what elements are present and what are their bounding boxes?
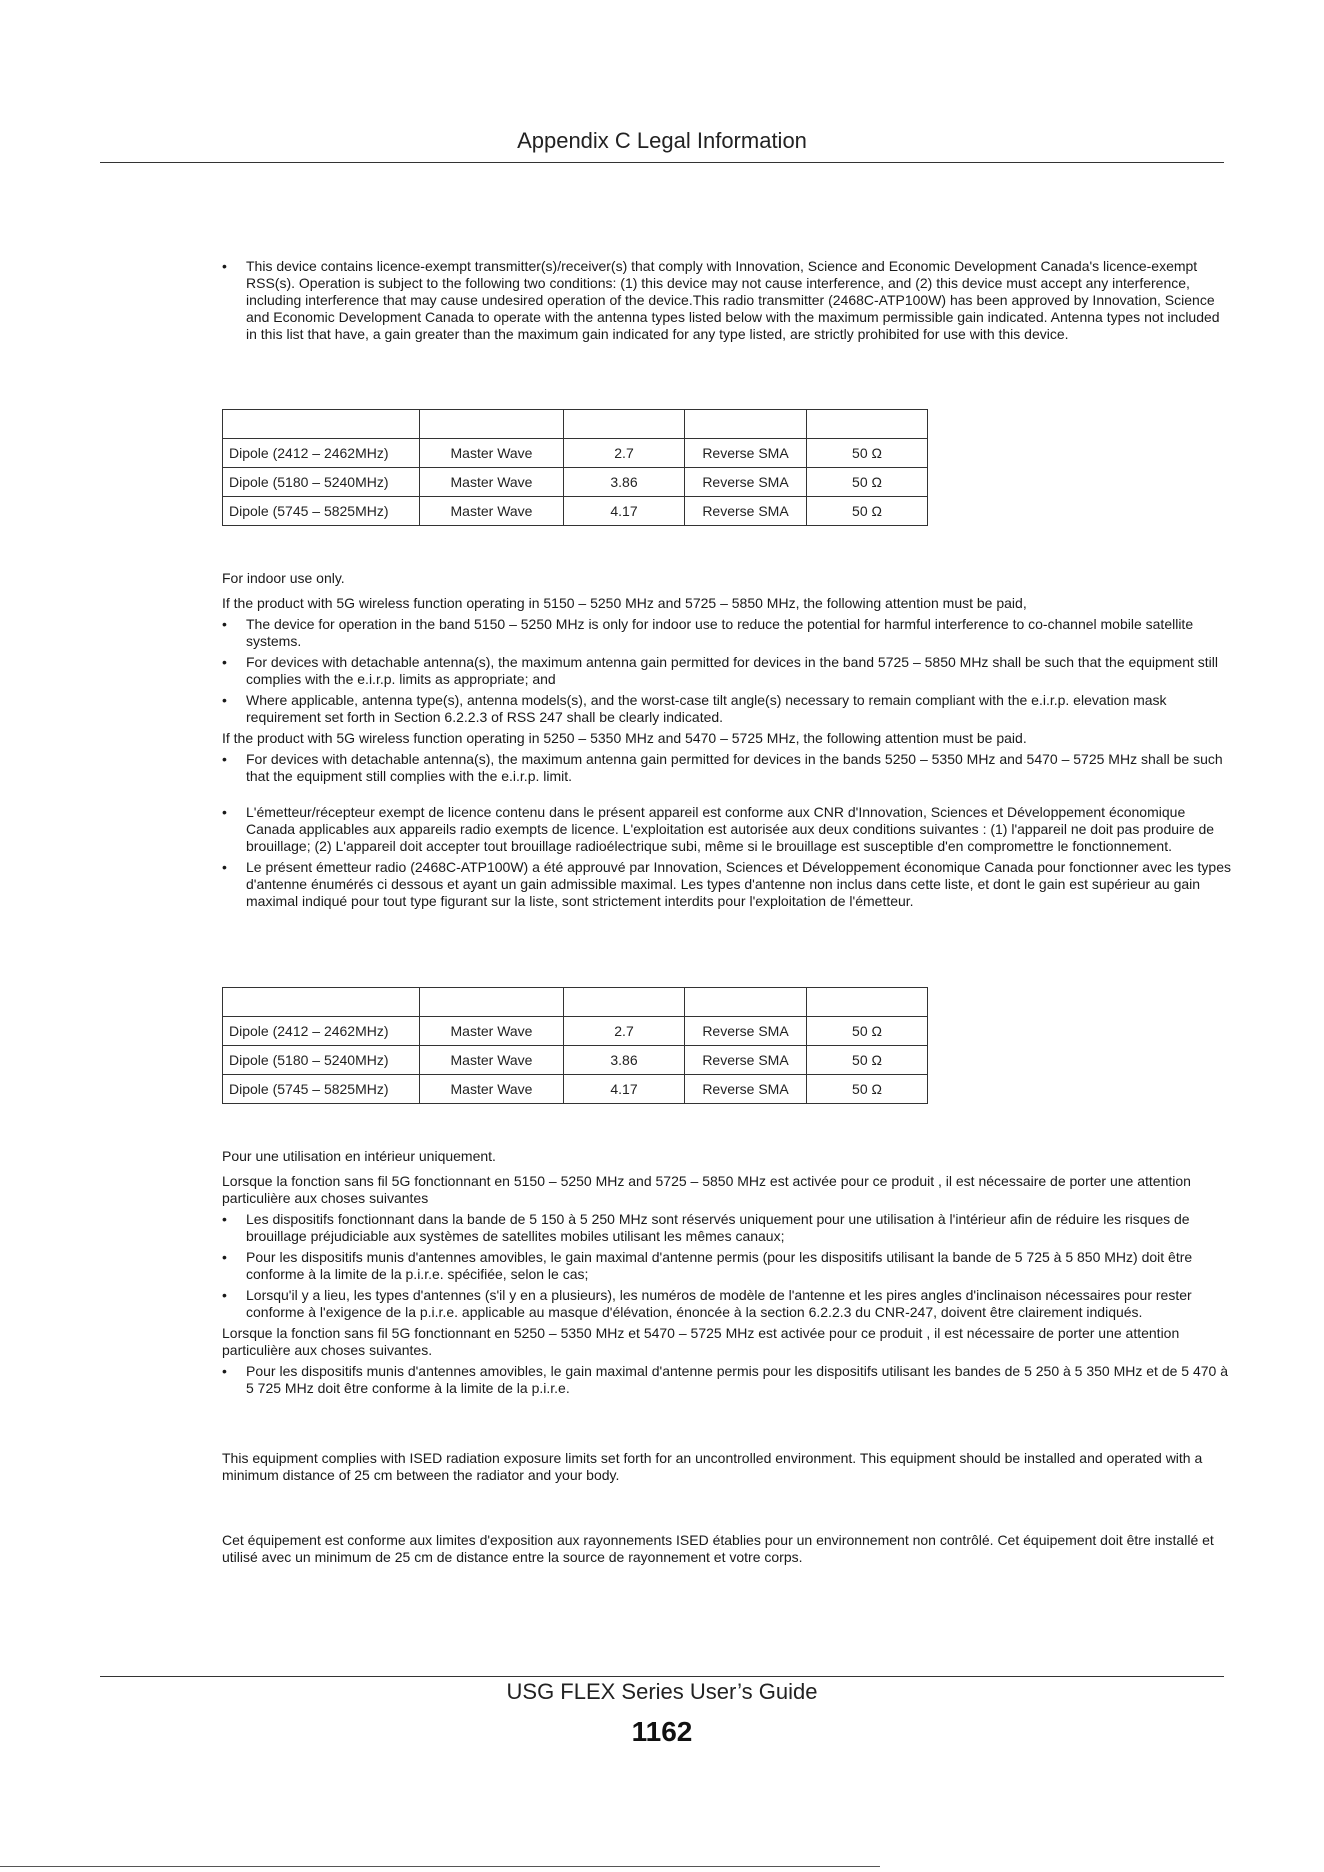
antenna-table-header-row [223, 988, 928, 1017]
gain-cell: 3.86 [564, 468, 685, 497]
header-divider [100, 162, 1224, 163]
connector-cell: Reverse SMA [685, 1075, 807, 1104]
header-cell [807, 988, 928, 1017]
header-cell [223, 988, 420, 1017]
connector-cell: Reverse SMA [685, 1046, 807, 1075]
impedance-cell: 50 Ω [807, 1017, 928, 1046]
impedance-cell: 50 Ω [807, 468, 928, 497]
table-row [223, 497, 928, 526]
header-cell [685, 988, 807, 1017]
ised-statement-en [222, 258, 1232, 347]
exposure-statement-fr [222, 1532, 1232, 1570]
footer-guide-title: USG FLEX Series User’s Guide [506, 1679, 818, 1704]
header-cell [420, 988, 564, 1017]
list-item: • Where applicable, antenna type(s), antenna models(s), and the worst-case tilt angle(s) necessary to remain compliant with the e.i.r.p. elevation mask requirement set forth in Section 6.2.2.3 of RSS 247 shall be clearly indicated. [222, 692, 1232, 726]
antenna-type-cell: Dipole (5745 – 5825MHz) [223, 497, 420, 526]
page-number: 1162 [631, 1716, 693, 1747]
intro-5250-fr: Lorsque la fonction sans fil 5G fonctionnant en 5250 – 5350 MHz et 5470 – 5725 MHz est activée pour ce produit , il est nécessaire de porter une attention particulière aux choses suivantes. [222, 1325, 1180, 1358]
manufacturer-cell: Master Wave [420, 497, 564, 526]
header-cell [685, 410, 807, 439]
gain-cell: 4.17 [564, 497, 685, 526]
intro-5150-fr: Lorsque la fonction sans fil 5G fonctionnant en 5150 – 5250 MHz and 5725 – 5850 MHz est activée pour ce produit , il est nécessaire de porter une attention particulière aux choses suivantes [222, 1173, 1191, 1206]
manufacturer-cell: Master Wave [420, 468, 564, 497]
connector-cell: Reverse SMA [685, 468, 807, 497]
table-row [223, 1046, 928, 1075]
band-notes-en [222, 570, 1232, 789]
antenna-table-header-row [223, 410, 928, 439]
intro-5150-en: If the product with 5G wireless function operating in 5150 – 5250 MHz and 5725 – 5850 MHz, the following attention must be paid, [222, 595, 1027, 611]
antenna-type-cell: Dipole (2412 – 2462MHz) [223, 439, 420, 468]
antenna-type-cell: Dipole (5180 – 5240MHz) [223, 468, 420, 497]
table-row [223, 1017, 928, 1046]
manufacturer-cell: Master Wave [420, 1075, 564, 1104]
manufacturer-cell: Master Wave [420, 1017, 564, 1046]
header-cell [564, 410, 685, 439]
antenna-table-en [222, 409, 928, 526]
antenna-type-cell: Dipole (2412 – 2462MHz) [223, 1017, 420, 1046]
list-item: • For devices with detachable antenna(s), the maximum antenna gain permitted for devices in the band 5725 – 5850 MHz shall be such that the equipment still complies with the e.i.r.p. limits as appropriate; and [222, 654, 1232, 688]
connector-cell: Reverse SMA [685, 1017, 807, 1046]
page-header-title: Appendix C Legal Information [517, 128, 807, 153]
header-cell [807, 410, 928, 439]
list-item: • The device for operation in the band 5150 – 5250 MHz is only for indoor use to reduce the potential for harmful interference to co-channel mobile satellite systems. [222, 616, 1232, 650]
header-cell [564, 988, 685, 1017]
gain-cell: 2.7 [564, 439, 685, 468]
gain-cell: 2.7 [564, 1017, 685, 1046]
connector-cell: Reverse SMA [685, 439, 807, 468]
list-item: • For devices with detachable antenna(s), the maximum antenna gain permitted for devices in the bands 5250 – 5350 MHz and 5470 – 5725 MHz shall be such that the equipment still complies with the e.i.r.p. limit. [222, 751, 1232, 785]
list-item: • L'émetteur/récepteur exempt de licence contenu dans le présent appareil est conforme aux CNR d'Innovation, Sciences et Développement économique Canada applicables aux appareils radio exempts de licence. L'exploitation est autorisée aux deux conditions suivantes : (1) l'appareil ne doit pas produire de brouillage; (2) L'appareil doit accepter tout brouillage radioélectrique subi, même si le brouillage est susceptible d'en compromettre le fonctionnement. [222, 804, 1232, 855]
table-row [223, 439, 928, 468]
list-item: • Les dispositifs fonctionnant dans la bande de 5 150 à 5 250 MHz sont réservés uniquement pour une utilisation à l'intérieur afin de réduire les risques de brouillage préjudiciable aux systèmes de satellites mobiles utilisant les mêmes canaux; [222, 1211, 1232, 1245]
impedance-cell: 50 Ω [807, 1075, 928, 1104]
table-row [223, 468, 928, 497]
bottom-edge-line [0, 1866, 880, 1867]
impedance-cell: 50 Ω [807, 1046, 928, 1075]
antenna-table-fr [222, 987, 928, 1104]
footer-divider [100, 1676, 1224, 1677]
table-row [223, 1075, 928, 1104]
exposure-text-fr: Cet équipement est conforme aux limites d'exposition aux rayonnements ISED établies pour un environnement non contrôlé. Cet équipement doit être installé et utilisé avec un minimum de 25 cm de distance entre la source de rayonnement et votre corps. [222, 1532, 1214, 1565]
ised-statement-en-bullet: • This device contains licence-exempt transmitter(s)/receiver(s) that comply with Innovation, Science and Economic Development Canada's licence-exempt RSS(s). Operation is subject to the following two conditions: (1) this device may not cause interference, and (2) this device must accept any interference, including interference that may cause undesired operation of the device.This radio transmitter (2468C-ATP100W) has been approved by Innovation, Science and Economic Development Canada to operate with the antenna types listed below with the maximum permissible gain indicated. Antenna types not included in this list that have, a gain greater than the maximum gain indicated for any type listed, are strictly prohibited for use with this device. [222, 258, 1232, 343]
impedance-cell: 50 Ω [807, 439, 928, 468]
list-item: • Le présent émetteur radio (2468C-ATP100W) a été approuvé par Innovation, Sciences et Développement économique Canada pour fonctionner avec les types d'antenne énumérés ci dessous et ayant un gain admissible maximal. Les types d'antenne non inclus dans cette liste, et dont le gain est supérieur au gain maximal indiqué pour tout type figurant sur la liste, sont strictement interdits pour l'exploitation de l'émetteur. [222, 859, 1232, 910]
indoor-note-fr: Pour une utilisation en intérieur uniquement. [222, 1148, 496, 1164]
exposure-text-en: This equipment complies with ISED radiation exposure limits set forth for an uncontrolled environment. This equipment should be installed and operated with a minimum distance of 25 cm between the radiator and your body. [222, 1450, 1203, 1483]
header-cell [420, 410, 564, 439]
header-cell [223, 410, 420, 439]
list-item: • Pour les dispositifs munis d'antennes amovibles, le gain maximal d'antenne permis pour les dispositifs utilisant les bandes de 5 250 à 5 350 MHz et de 5 470 à 5 725 MHz doit être conforme à la limite de la p.i.r.e. [222, 1363, 1232, 1397]
indoor-note-en: For indoor use only. [222, 570, 345, 586]
list-item: • Pour les dispositifs munis d'antennes amovibles, le gain maximal d'antenne permis (pour les dispositifs utilisant la bande de 5 725 à 5 850 MHz) doit être conforme à la limite de la p.i.r.e. spécifiée, selon le cas; [222, 1249, 1232, 1283]
intro-5250-en: If the product with 5G wireless function operating in 5250 – 5350 MHz and 5470 – 5725 MHz, the following attention must be paid. [222, 730, 1027, 746]
gain-cell: 3.86 [564, 1046, 685, 1075]
antenna-type-cell: Dipole (5180 – 5240MHz) [223, 1046, 420, 1075]
exposure-statement-en [222, 1450, 1232, 1488]
connector-cell: Reverse SMA [685, 497, 807, 526]
manufacturer-cell: Master Wave [420, 1046, 564, 1075]
list-item: • Lorsqu'il y a lieu, les types d'antennes (s'il y en a plusieurs), les numéros de modèle de l'antenne et les pires angles d'inclinaison nécessaires pour rester conforme à l'exigence de la p.i.r.e. applicable au masque d'élévation, énoncée à la section 6.2.2.3 du CNR-247, doivent être clairement indiqués. [222, 1287, 1232, 1321]
antenna-type-cell: Dipole (5745 – 5825MHz) [223, 1075, 420, 1104]
gain-cell: 4.17 [564, 1075, 685, 1104]
ised-statement-fr [222, 804, 1232, 914]
band-notes-fr [222, 1148, 1232, 1401]
manufacturer-cell: Master Wave [420, 439, 564, 468]
impedance-cell: 50 Ω [807, 497, 928, 526]
